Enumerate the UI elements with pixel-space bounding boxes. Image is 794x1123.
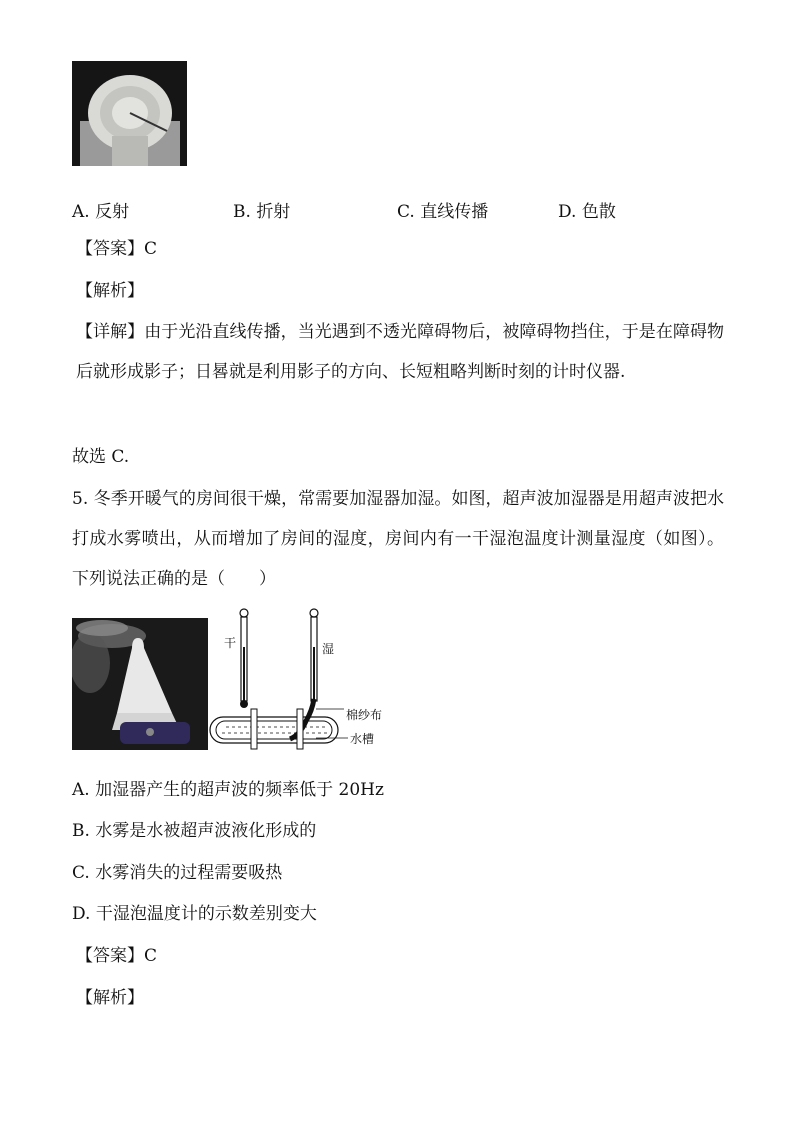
q4-option-d[interactable]: D. 色散 [558,202,616,222]
q5-answer: 【答案】C [76,946,158,966]
q4-option-b[interactable]: B. 折射 [233,202,291,222]
label-dry: 干 [224,636,237,650]
q5-analysis-header: 【解析】 [76,988,144,1008]
q4-options [72,197,712,222]
humidifier-photo [72,618,208,750]
q4-analysis-header: 【解析】 [76,281,144,301]
q5-option-c[interactable]: C. 水雾消失的过程需要吸热 [72,863,283,883]
q5-option-a[interactable]: A. 加湿器产生的超声波的频率低于 20Hz [72,780,384,800]
q4-conclusion: 故选 C. [72,447,130,467]
q5-option-b[interactable]: B. 水雾是水被超声波液化形成的 [72,821,317,841]
label-wet: 湿 [322,642,335,656]
q4-detail: 【详解】由于光沿直线传播，当光遇到不透光障碍物后，被障碍物挡住，于是在障碍物后就形成影子；日晷就是利用影子的方向、长短粗略判断时刻的计时仪器. [76,322,724,382]
q5-option-d[interactable]: D. 干湿泡温度计的示数差别变大 [72,904,317,924]
dry-wet-thermometer-diagram [208,603,408,753]
q4-option-a[interactable]: A. 反射 [72,202,130,222]
q4-answer: 【答案】C [76,239,158,259]
label-trough: 水槽 [350,732,375,746]
label-cloth: 棉纱布 [346,708,383,722]
q4-option-c[interactable]: C. 直线传播 [397,202,489,222]
q5-stem: 5. 冬季开暖气的房间很干燥，常需要加湿器加湿。如图，超声波加湿器是用超声波把水打成水雾喷出，从而增加了房间的湿度，房间内有一干湿泡温度计测量湿度（如图）。下列说法正确的是（ ） [72,489,724,589]
sundial-photo [72,61,187,166]
